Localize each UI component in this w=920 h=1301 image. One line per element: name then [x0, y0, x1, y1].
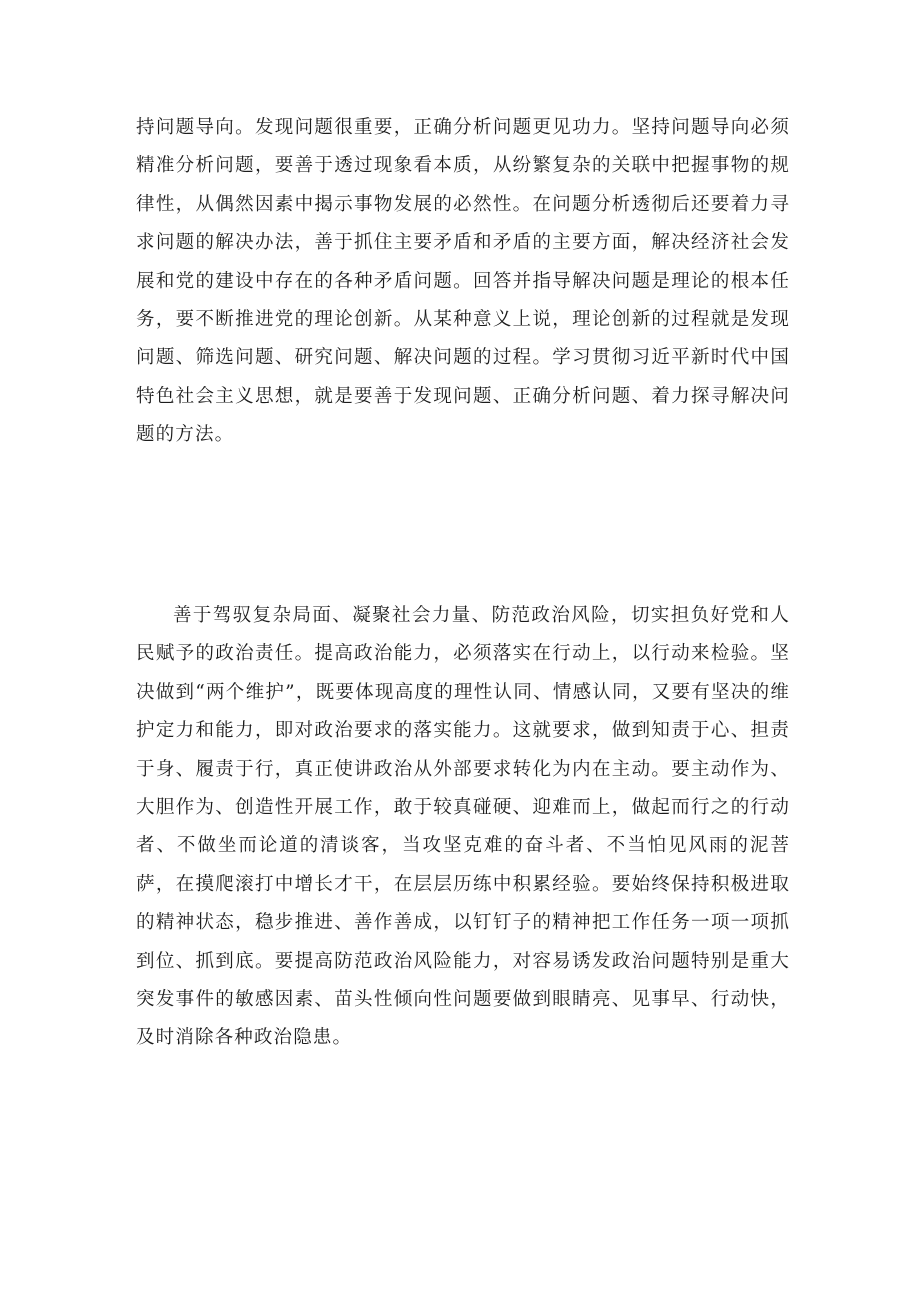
body-paragraph-2: 善于驾驭复杂局面、凝聚社会力量、防范政治风险，切实担负好党和人民赋予的政治责任。提高政治能力，必须落实在行动上，以行动来检验。坚决做到“两个维护”，既要体现高度的理性认同、情感认同，又要有坚决的维护定力和能力，即对政治要求的落实能力。这就要求，做到知责于心、担责于身、履责于行，真正使讲政治从外部要求转化为内在主动。要主动作为、大胆作为、创造性开展工作，敢于较真碰硬、迎难而上，做起而行之的行动者、不做坐而论道的清谈客，当攻坚克难的奋斗者、不当怕见风雨的泥菩萨，在摸爬滚打中增长才干，在层层历练中积累经验。要始终保持积极进取的精神状态，稳步推进、善作善成，以钉钉子的精神把工作任务一项一项抓到位、抓到底。要提高防范政治风险能力，对容易诱发政治问题特别是重大突发事件的敏感因素、苗头性倾向性问题要做到眼睛亮、见事早、行动快，及时消除各种政治隐患。 [136, 605, 790, 1049]
body-paragraph-1: 持问题导向。发现问题很重要，正确分析问题更见功力。坚持问题导向必须精准分析问题，要善于透过现象看本质，从纷繁复杂的关联中把握事物的规律性，从偶然因素中揭示事物发展的必然性。在问题分析透彻后还要着力寻求问题的解决办法，善于抓住主要矛盾和矛盾的主要方面，解决经济社会发展和党的建设中存在的各种矛盾问题。回答并指导解决问题是理论的根本任务，要不断推进党的理论创新。从某种意义上说，理论创新的过程就是发现问题、筛选问题、研究问题、解决问题的过程。学习贯彻习近平新时代中国特色社会主义思想，就是要善于发现问题、正确分析问题、着力探寻解决问题的方法。 [136, 117, 790, 446]
